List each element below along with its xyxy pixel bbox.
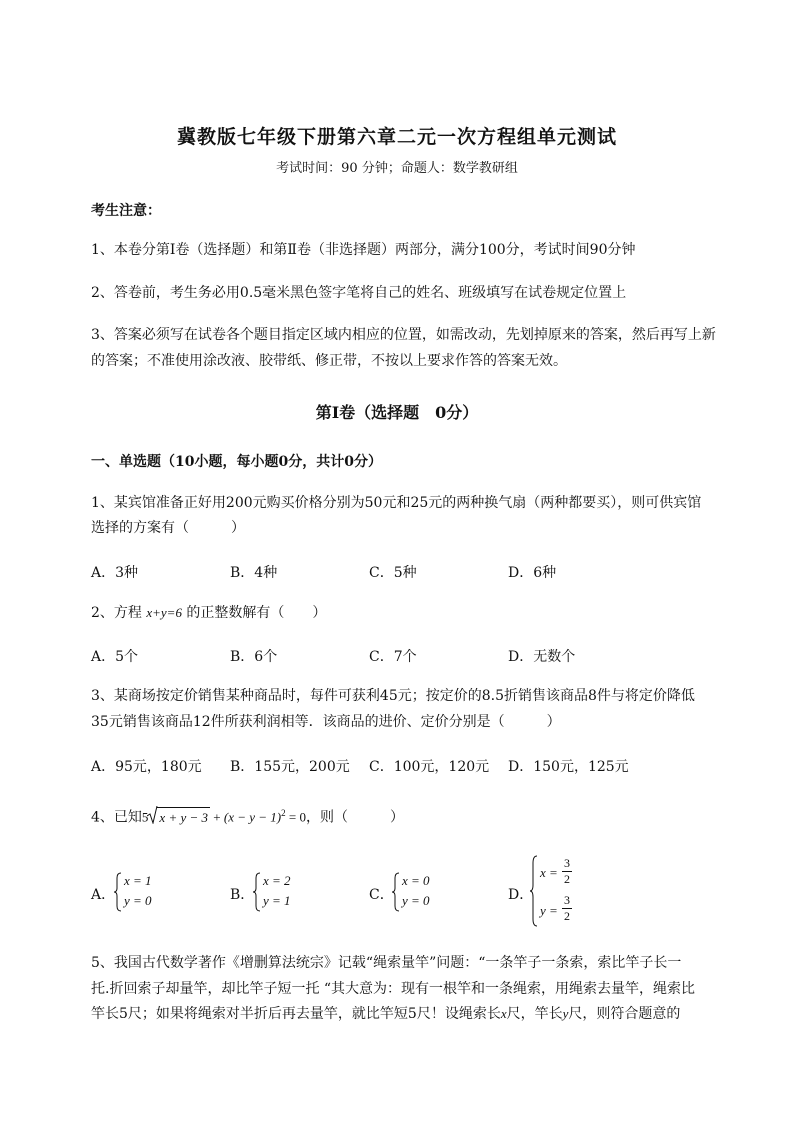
question-3-option-b: B．155元，200元 <box>230 759 350 775</box>
brace-icon <box>253 872 261 912</box>
question-4-option-b-system <box>253 872 313 912</box>
question-4-option-a-system <box>114 872 174 912</box>
part-heading: 一、单选题（10小题，每小题0分，共计0分） <box>91 454 382 470</box>
notice-item-1: 1、本卷分第Ⅰ卷（选择题）和第Ⅱ卷（非选择题）两部分，满分100分，考试时间90分钟 <box>91 242 636 258</box>
question-4-option-d-var-2: y = <box>540 903 558 918</box>
question-3-option-c: C．100元，120元 <box>369 759 490 775</box>
question-3-option-d: D．150元，125元 <box>508 759 629 775</box>
sqrt-sign-icon <box>147 806 158 824</box>
question-2-stem <box>91 603 326 623</box>
question-4-option-d-label: D． <box>508 887 534 903</box>
question-4-prefix: 4、已知 <box>91 809 142 826</box>
question-4-plus: + <box>210 809 224 825</box>
brace-icon <box>530 855 538 927</box>
question-4-option-d-frac-1 <box>562 856 572 887</box>
question-5-var-y: y <box>562 1006 569 1021</box>
section-title: 第Ⅰ卷（选择题 0分） <box>315 403 479 422</box>
brace-icon <box>114 872 122 912</box>
question-5-line-3-b: 尺，竿长 <box>506 1006 563 1022</box>
fraction-numerator: 3 <box>564 856 570 870</box>
question-2-suffix: 的正整数解有（ ） <box>181 605 327 621</box>
question-4-option-a-eq-1: x = 1 <box>124 873 152 888</box>
notice-item-3: 3、答案必须写在试卷各个题目指定区域内相应的位置，如需改动，先划掉原来的答案，然后再写上新 <box>91 327 716 343</box>
question-5-line-2: 托.折回索子却量竿，却比竿子短一托 “其大意为：现有一根竿和一条绳索，用绳索去量竿，绳索比 <box>91 981 696 997</box>
question-4-option-d-var-1: x = <box>540 865 558 880</box>
page-title: 冀教版七年级下册第六章二元一次方程组单元测试 <box>176 126 617 148</box>
question-4-paren: (x − y − 1) <box>223 809 282 825</box>
fraction-numerator: 3 <box>564 893 570 907</box>
question-1-option-c: C．5种 <box>369 565 417 581</box>
question-4-suffix: ，则（ ） <box>305 809 404 826</box>
question-1-option-b: B．4种 <box>230 565 278 581</box>
fraction-denominator: 2 <box>564 909 570 923</box>
question-4-stem <box>91 803 404 828</box>
question-2-option-b: B．6个 <box>230 649 278 665</box>
question-4-option-c-eq-2: y = 0 <box>402 893 430 908</box>
question-4-coefficient: 5 <box>141 809 149 825</box>
question-4-option-a-eq-2: y = 0 <box>124 893 152 908</box>
question-4-option-b-label: B． <box>230 887 255 903</box>
question-4-option-b-eq-1: x = 2 <box>263 873 291 888</box>
question-2-option-c: C．7个 <box>369 649 417 665</box>
brace-icon <box>392 872 400 912</box>
fraction-denominator: 2 <box>564 872 570 886</box>
notice-heading: 考生注意： <box>91 203 161 219</box>
question-4-option-d-frac-2 <box>562 893 572 924</box>
question-4-option-d-system <box>530 855 600 927</box>
question-1-option-d: D．6种 <box>508 565 557 581</box>
question-4-option-c-eq-1: x = 0 <box>402 873 430 888</box>
notice-item-3-cont: 的答案；不准使用涂改液、胶带纸、修正带，不按以上要求作答的答案无效。 <box>91 353 567 369</box>
question-4-option-c-label: C． <box>369 887 394 903</box>
question-1-line-2: 选择的方案有（ ） <box>91 520 245 536</box>
question-4-equals: = 0 <box>285 809 306 825</box>
exam-subtitle: 考试时间：90 分钟；命题人：数学教研组 <box>276 161 518 176</box>
question-1-line-1: 1、某宾馆准备正好用200元购买价格分别为50元和25元的两种换气扇（两种都要买），则可供宾馆 <box>91 495 702 511</box>
question-1-option-a: A．3种 <box>91 565 139 581</box>
question-4-radicand: x + y − 3 <box>159 809 209 825</box>
question-4-exponent: 2 <box>281 808 286 818</box>
question-5-line-3-c: 尺，则符合题意的 <box>568 1006 681 1022</box>
question-2-equation: x+y=6 <box>146 605 182 620</box>
question-3-line-1: 3、某商场按定价销售某种商品时，每件可获利45元；按定价的8.5折销售该商品8件与将定价降低 <box>91 688 695 704</box>
question-5-var-x: x <box>500 1006 507 1021</box>
question-3-option-a: A．95元，180元 <box>91 759 202 775</box>
question-2-prefix: 2、方程 <box>91 605 147 621</box>
question-2-option-d: D．无数个 <box>508 649 576 665</box>
notice-item-2: 2、答卷前，考生务必用0.5毫米黑色签字笔将自己的姓名、班级填写在试卷规定位置上 <box>91 285 627 301</box>
question-4-option-c-system <box>392 872 452 912</box>
question-3-line-2: 35元销售该商品12件所获利润相等．该商品的进价、定价分别是（ ） <box>91 714 561 730</box>
question-5-line-3 <box>91 1004 680 1024</box>
question-4-radical <box>157 807 210 828</box>
question-4-option-a-label: A． <box>91 887 116 903</box>
question-2-option-a: A．5个 <box>91 649 139 665</box>
question-5-line-1: 5、我国古代数学著作《增删算法统宗》记载“绳索量竿”问题：“一条竿子一条索，索比竿子长一 <box>91 955 682 971</box>
question-5-line-3-a: 竿长5尺；如果将绳索对半折后再去量竿，就比竿短5尺！设绳索长 <box>91 1006 501 1022</box>
question-4-option-b-eq-2: y = 1 <box>263 893 291 908</box>
